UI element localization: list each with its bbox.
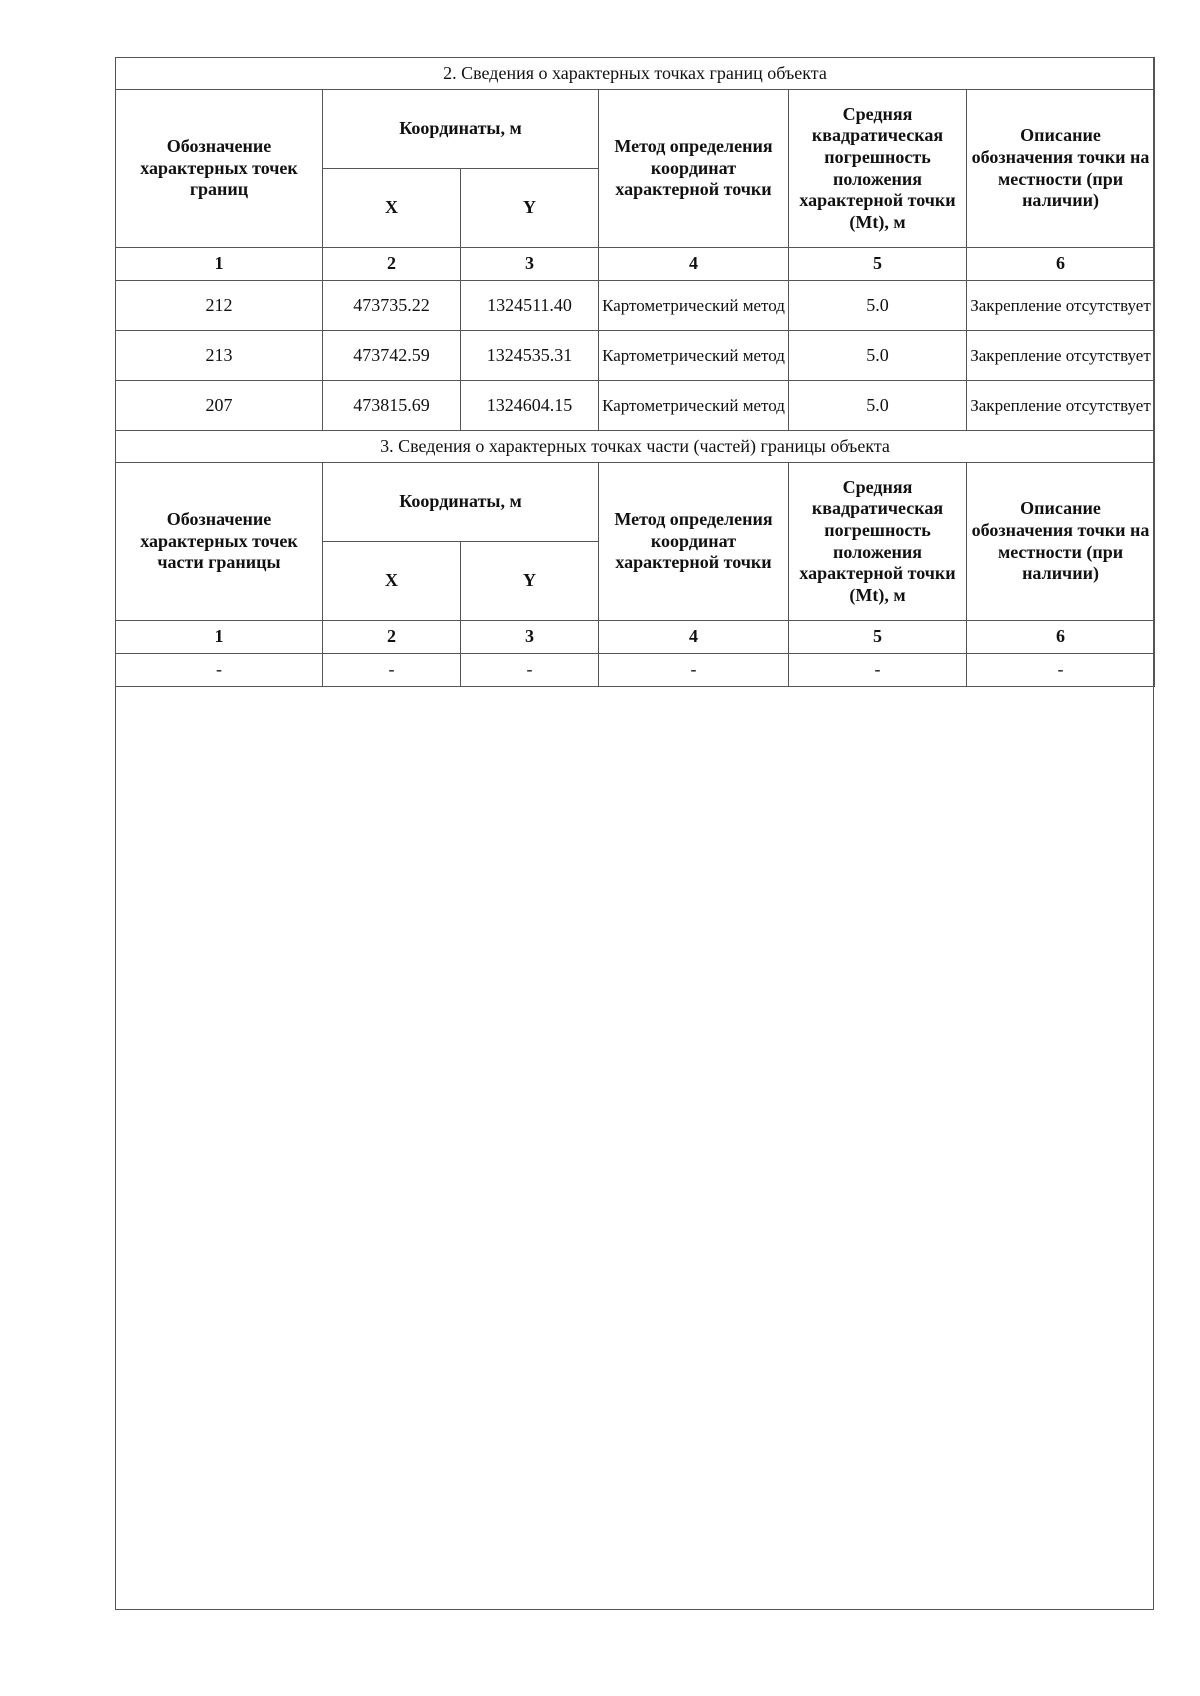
header-x: X xyxy=(323,169,461,248)
header-method: Метод определения координат характерной точки xyxy=(599,90,789,248)
column-number: 2 xyxy=(323,248,461,281)
column-number: 6 xyxy=(967,248,1155,281)
header-description: Описание обозначения точки на местности (при наличии) xyxy=(967,463,1155,621)
header-error: Средняя квадратическая погрешность положения характерной точки (Mt), м xyxy=(789,90,967,248)
column-number: 3 xyxy=(461,248,599,281)
column-number: 2 xyxy=(323,621,461,654)
header-coordinates: Координаты, м xyxy=(323,463,599,542)
error-mt: 5.0 xyxy=(789,381,967,431)
column-number: 6 xyxy=(967,621,1155,654)
column-number: 5 xyxy=(789,621,967,654)
table-row xyxy=(116,331,1155,381)
column-number: 1 xyxy=(116,621,323,654)
table-row xyxy=(116,381,1155,431)
coord-y: - xyxy=(461,654,599,687)
boundary-points-table xyxy=(115,57,1155,687)
column-number: 3 xyxy=(461,621,599,654)
header-method: Метод определения координат характерной точки xyxy=(599,463,789,621)
description: Закрепление отсутствует xyxy=(967,331,1155,381)
table-row xyxy=(116,281,1155,331)
coord-x: 473735.22 xyxy=(323,281,461,331)
method: - xyxy=(599,654,789,687)
column-number: 4 xyxy=(599,621,789,654)
header-y: Y xyxy=(461,542,599,621)
header-coordinates: Координаты, м xyxy=(323,90,599,169)
header-y: Y xyxy=(461,169,599,248)
error-mt: - xyxy=(789,654,967,687)
column-number: 1 xyxy=(116,248,323,281)
header-x: X xyxy=(323,542,461,621)
header-designation: Обозначение характерных точек части границы xyxy=(116,463,323,621)
coord-y: 1324511.40 xyxy=(461,281,599,331)
column-number: 4 xyxy=(599,248,789,281)
error-mt: 5.0 xyxy=(789,331,967,381)
section-3-title: 3. Сведения о характерных точках части (частей) границы объекта xyxy=(116,431,1155,463)
coord-x: 473815.69 xyxy=(323,381,461,431)
point-id: 212 xyxy=(116,281,323,331)
section-2-title: 2. Сведения о характерных точках границ объекта xyxy=(116,58,1155,90)
description: Закрепление отсутствует xyxy=(967,381,1155,431)
coord-x: - xyxy=(323,654,461,687)
description: - xyxy=(967,654,1155,687)
method: Картометрический метод xyxy=(599,381,789,431)
point-id: 213 xyxy=(116,331,323,381)
coord-y: 1324604.15 xyxy=(461,381,599,431)
point-id: - xyxy=(116,654,323,687)
coord-y: 1324535.31 xyxy=(461,331,599,381)
error-mt: 5.0 xyxy=(789,281,967,331)
header-error: Средняя квадратическая погрешность положения характерной точки (Mt), м xyxy=(789,463,967,621)
method: Картометрический метод xyxy=(599,331,789,381)
coord-x: 473742.59 xyxy=(323,331,461,381)
table-row xyxy=(116,654,1155,687)
point-id: 207 xyxy=(116,381,323,431)
header-designation: Обозначение характерных точек границ xyxy=(116,90,323,248)
method: Картометрический метод xyxy=(599,281,789,331)
column-number: 5 xyxy=(789,248,967,281)
description: Закрепление отсутствует xyxy=(967,281,1155,331)
header-description: Описание обозначения точки на местности (при наличии) xyxy=(967,90,1155,248)
